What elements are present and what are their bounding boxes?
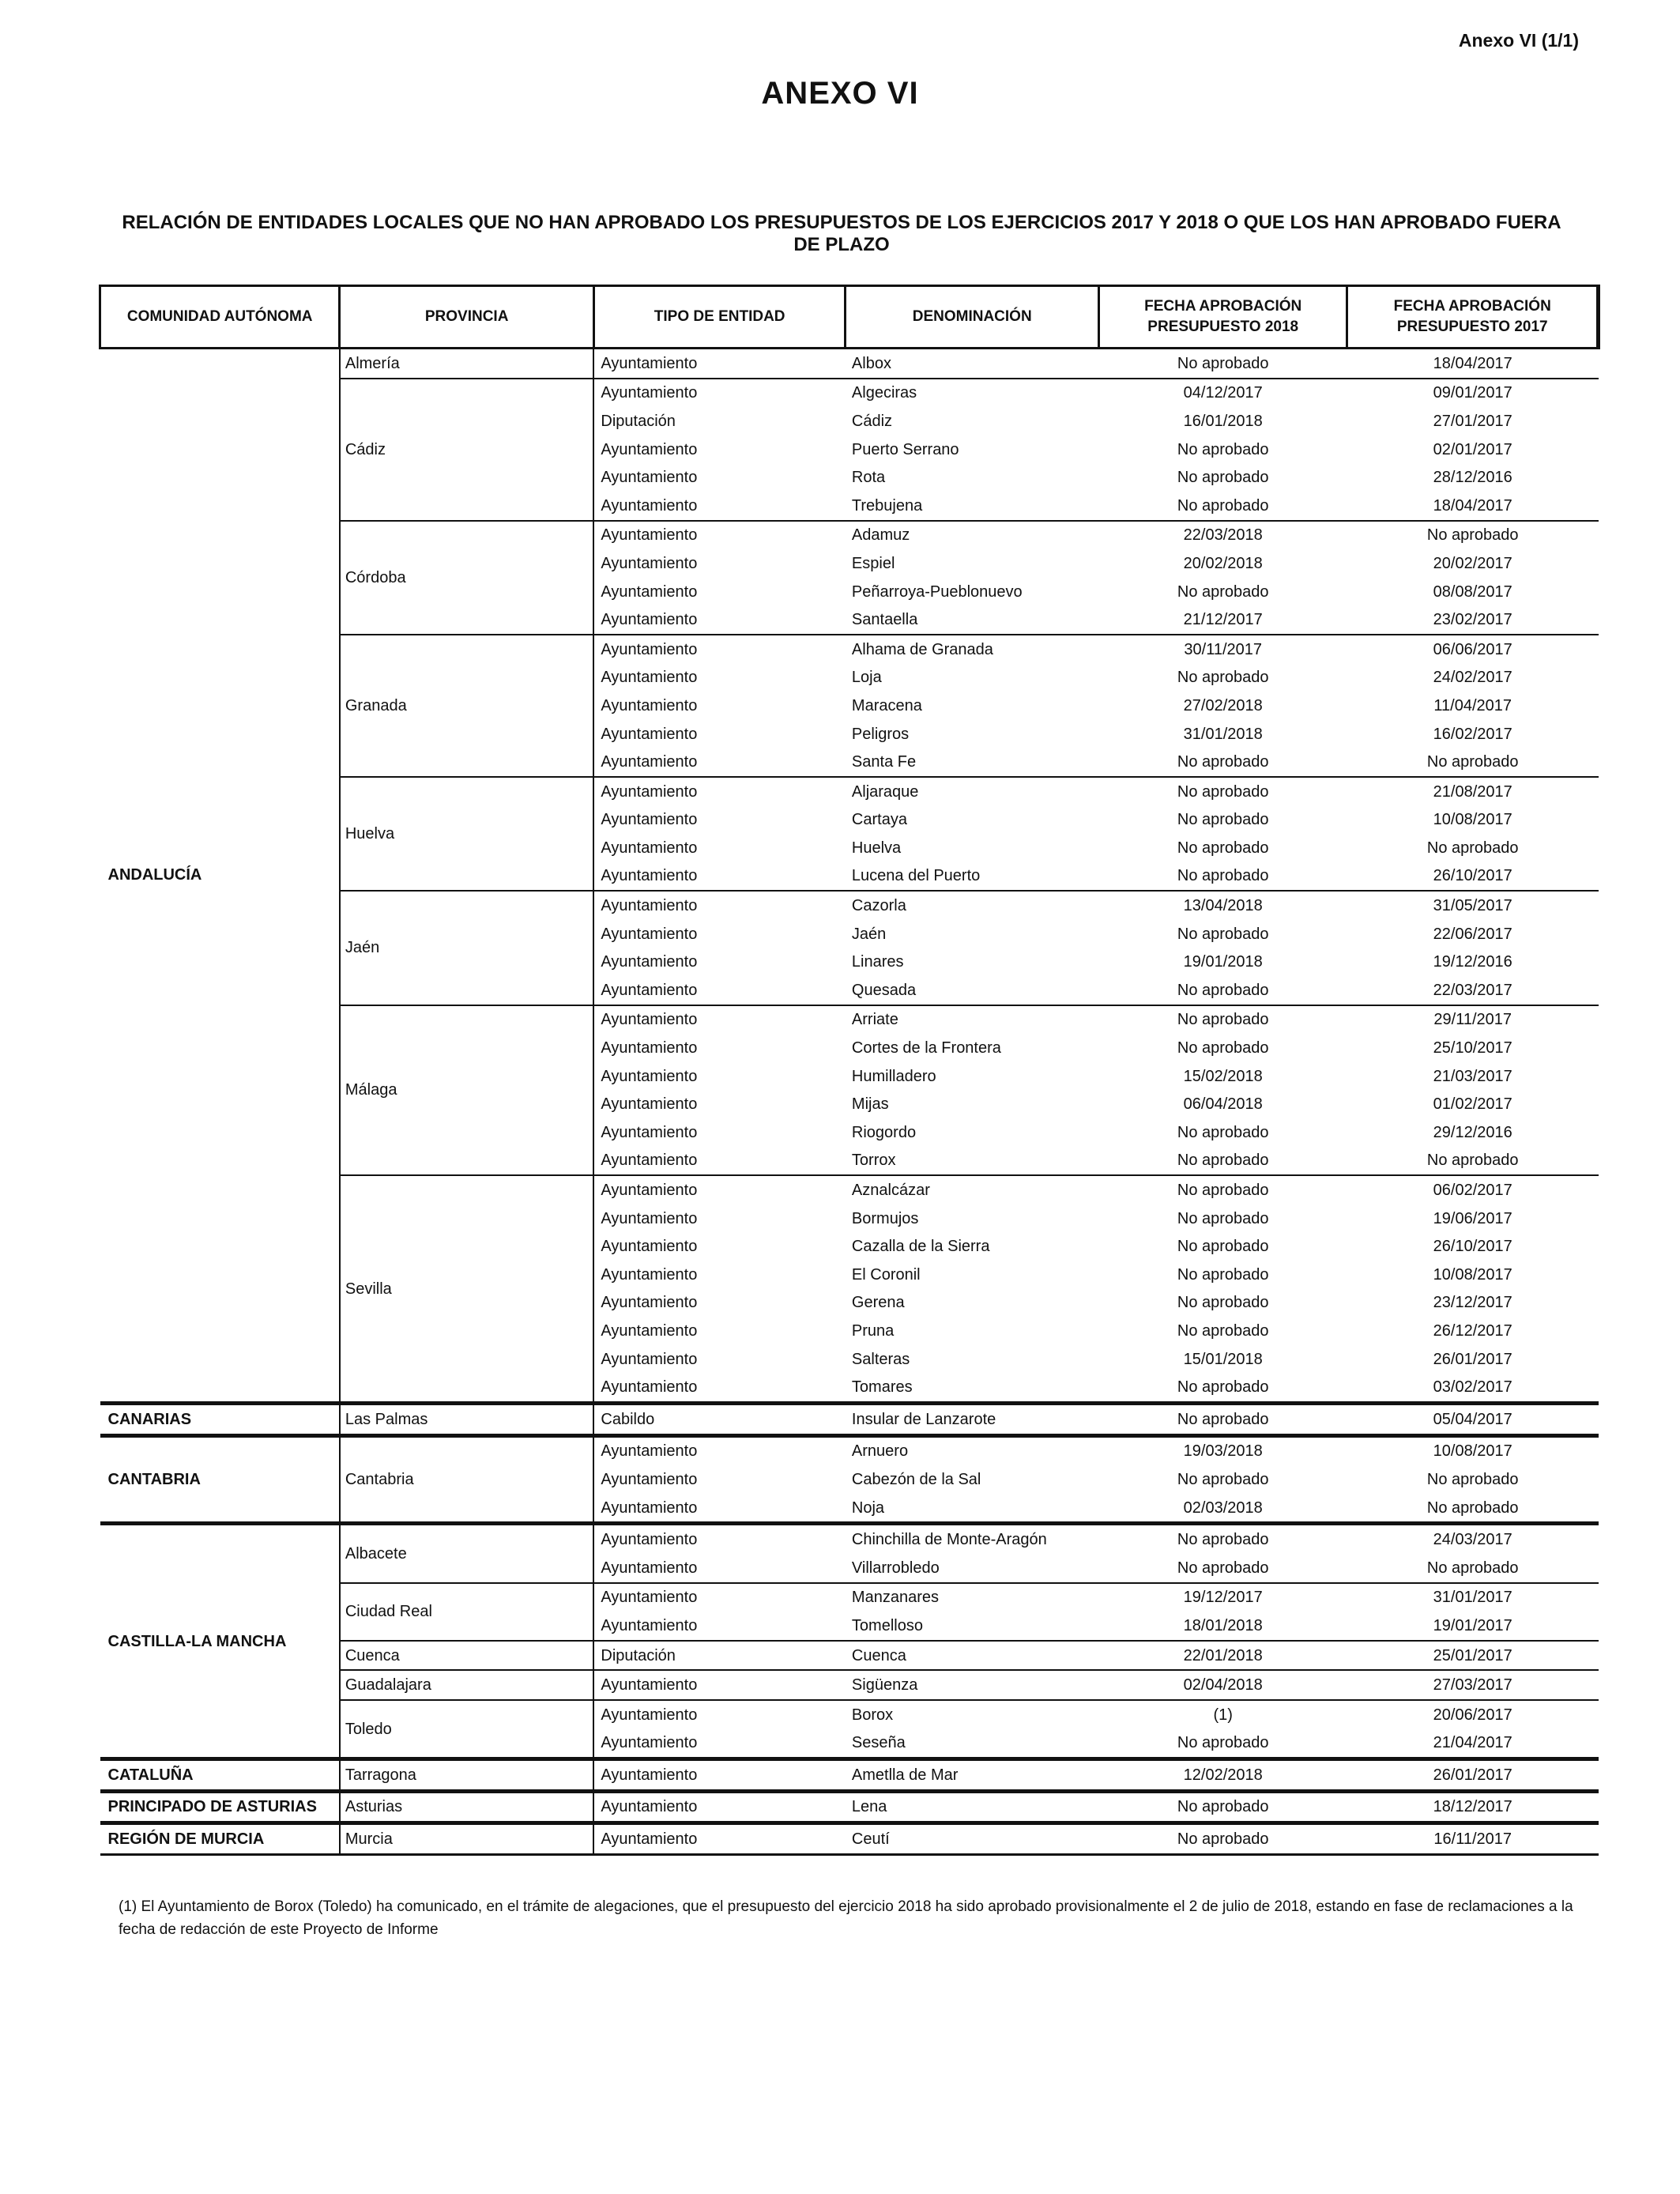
tipo-entidad-cell: Ayuntamiento [601,440,698,458]
tipo-entidad-cell: Ayuntamiento [601,753,698,771]
fecha-2017-cell: 16/02/2017 [1433,725,1512,743]
fecha-2018-cell: No aprobado [1177,669,1269,687]
tipo-entidad-cell: Ayuntamiento [593,521,846,550]
fecha-2018-cell: No aprobado [1177,1265,1269,1284]
denominacion-cell: Manzanares [846,1583,1099,1612]
denominacion-cell: Gerena [851,1294,905,1312]
tipo-entidad-cell: Ayuntamiento [593,891,846,920]
denominacion-cell: Insular de Lanzarote [846,1403,1099,1435]
denominacion-cell: Jaén [851,925,887,943]
tipo-entidad-cell: Ayuntamiento [593,1759,846,1792]
tipo-entidad-cell: Ayuntamiento [601,839,698,857]
fecha-2017-cell: 26/12/2017 [1433,1321,1512,1340]
denominacion-cell: Maracena [851,696,922,714]
comunidad-cell: CASTILLA-LA MANCHA [100,1524,340,1759]
fecha-2018-cell: No aprobado [1098,1403,1347,1435]
fecha-2018-cell: No aprobado [1098,777,1347,806]
tipo-entidad-cell: Ayuntamiento [601,1067,698,1085]
tipo-entidad-cell: Ayuntamiento [601,811,698,829]
denominacion-cell: Alhama de Granada [846,635,1099,664]
denominacion-cell: Aznalcázar [846,1175,1099,1204]
denominacion-cell: Huelva [851,839,902,857]
fecha-2017-cell: 21/08/2017 [1347,777,1599,806]
tipo-entidad-cell: Ayuntamiento [593,1670,846,1700]
denominacion-cell: Seseña [851,1734,906,1752]
tipo-entidad-cell: Ayuntamiento [601,469,698,487]
fecha-2018-cell: No aprobado [1177,1378,1269,1397]
denominacion-cell: Sigüenza [846,1670,1099,1700]
fecha-2018-cell: No aprobado [1098,1791,1347,1823]
provincia-cell: Cádiz [340,379,594,521]
comunidad-cell: CANARIAS [100,1403,340,1435]
tipo-entidad-cell: Ayuntamiento [601,1350,698,1368]
fecha-2018-cell: 22/03/2018 [1098,521,1347,550]
tipo-entidad-cell: Ayuntamiento [601,1123,698,1141]
fecha-2018-cell: No aprobado [1098,1005,1347,1035]
fecha-2017-cell: 18/04/2017 [1433,354,1512,372]
tipo-entidad-cell: Ayuntamiento [593,635,846,664]
fecha-2018-cell: 19/01/2018 [1183,953,1263,971]
fecha-2017-cell: 18/12/2017 [1347,1791,1599,1823]
fecha-2018-cell: 15/01/2018 [1183,1350,1263,1368]
denominacion-cell: Cazorla [846,891,1099,920]
tipo-entidad-cell: Ayuntamiento [601,1294,698,1312]
fecha-2017-cell: No aprobado [1426,1152,1519,1170]
table-row [100,1823,1599,1855]
fecha-2018-cell: No aprobado [1177,1321,1269,1340]
denominacion-cell: Chinchilla de Monte-Aragón [846,1524,1099,1554]
fecha-2017-cell: 19/12/2016 [1433,953,1512,971]
fecha-2018-cell: No aprobado [1177,867,1269,885]
fecha-2018-cell: No aprobado [1177,1470,1269,1488]
fecha-2017-cell: 06/06/2017 [1347,635,1599,664]
denominacion-cell: Bormujos [851,1209,919,1227]
tipo-entidad-cell: Ayuntamiento [601,496,698,515]
column-header-denominacion: DENOMINACIÓN [846,286,1099,349]
denominacion-cell: Loja [851,669,882,687]
tipo-entidad-cell: Ayuntamiento [601,1378,698,1397]
fecha-2017-cell: 01/02/2017 [1433,1095,1512,1114]
fecha-2018-cell: No aprobado [1177,839,1269,857]
tipo-entidad-cell: Cabildo [593,1403,846,1435]
fecha-2017-cell: 21/04/2017 [1433,1734,1512,1752]
provincia-cell: Asturias [340,1791,594,1823]
fecha-2018-cell: 18/01/2018 [1183,1616,1263,1634]
provincia-cell: Granada [340,635,594,777]
fecha-2018-cell: 12/02/2018 [1098,1759,1347,1792]
denominacion-cell: Riogordo [851,1123,917,1141]
fecha-2017-cell: 20/02/2017 [1433,554,1512,572]
tipo-entidad-cell: Ayuntamiento [601,669,698,687]
fecha-2018-cell: 15/02/2018 [1183,1067,1263,1085]
denominacion-cell: Lucena del Puerto [851,867,981,885]
denominacion-cell: Villarrobledo [851,1559,940,1577]
fecha-2018-cell: No aprobado [1177,496,1269,515]
comunidad-cell: REGIÓN DE MURCIA [100,1823,340,1855]
fecha-2017-cell: 19/01/2017 [1433,1616,1512,1634]
denominacion-cell: Tomares [851,1378,913,1397]
fecha-2017-cell: 27/03/2017 [1347,1670,1599,1700]
denominacion-cell: Borox [846,1700,1099,1729]
denominacion-cell: Tomelloso [851,1616,923,1634]
fecha-2017-cell: 28/12/2016 [1433,469,1512,487]
fecha-2018-cell: 19/03/2018 [1098,1435,1347,1465]
fecha-2017-cell: 18/04/2017 [1433,496,1512,515]
fecha-2017-cell: 06/02/2017 [1347,1175,1599,1204]
tipo-entidad-cell: Ayuntamiento [601,867,698,885]
tipo-entidad-cell: Diputación [593,1641,846,1671]
table-row [100,1435,1599,1465]
tipo-entidad-cell: Diputación [601,412,676,430]
comunidad-cell: ANDALUCÍA [100,349,340,1404]
fecha-2017-cell: No aprobado [1347,521,1599,550]
table-row [100,1524,1599,1554]
fecha-2018-cell: No aprobado [1177,981,1269,999]
provincia-cell: Tarragona [340,1759,594,1792]
fecha-2017-cell: No aprobado [1426,753,1519,771]
fecha-2017-cell: 03/02/2017 [1433,1378,1512,1397]
denominacion-cell: Salteras [851,1350,910,1368]
denominacion-cell: Santaella [851,611,918,629]
fecha-2017-cell: 20/06/2017 [1347,1700,1599,1729]
fecha-2018-cell: No aprobado [1177,582,1269,601]
tipo-entidad-cell: Ayuntamiento [593,1823,846,1855]
denominacion-cell: Aljaraque [846,777,1099,806]
fecha-2018-cell: 04/12/2017 [1098,379,1347,408]
fecha-2018-cell: No aprobado [1098,1175,1347,1204]
denominacion-cell: El Coronil [851,1265,921,1284]
table-row [100,1759,1599,1792]
fecha-2018-cell: No aprobado [1177,1238,1269,1256]
fecha-2018-cell: 30/11/2017 [1098,635,1347,664]
tipo-entidad-cell: Ayuntamiento [601,1498,698,1517]
fecha-2018-cell: No aprobado [1177,1734,1269,1752]
fecha-2017-cell: 10/08/2017 [1433,811,1512,829]
tipo-entidad-cell: Ayuntamiento [593,1791,846,1823]
denominacion-cell: Cartaya [851,811,907,829]
tipo-entidad-cell: Ayuntamiento [593,1524,846,1554]
tipo-entidad-cell: Ayuntamiento [601,1734,698,1752]
provincia-cell: Córdoba [340,521,594,635]
tipo-entidad-cell: Ayuntamiento [601,725,698,743]
tipo-entidad-cell: Ayuntamiento [601,1238,698,1256]
denominacion-cell: Cuenca [846,1641,1099,1671]
denominacion-cell: Santa Fe [851,753,917,771]
tipo-entidad-cell: Ayuntamiento [601,1559,698,1577]
provincia-cell: Huelva [340,777,594,891]
denominacion-cell: Mijas [851,1095,889,1114]
fecha-2017-cell: 31/01/2017 [1347,1583,1599,1612]
fecha-2017-cell: 23/02/2017 [1433,611,1512,629]
provincia-cell: Murcia [340,1823,594,1855]
fecha-2018-cell: No aprobado [1177,1209,1269,1227]
fecha-2017-cell: No aprobado [1426,1559,1519,1577]
fecha-2018-cell: 20/02/2018 [1183,554,1263,572]
fecha-2017-cell: 02/01/2017 [1433,440,1512,458]
tipo-entidad-cell: Ayuntamiento [601,696,698,714]
fecha-2018-cell: 13/04/2018 [1098,891,1347,920]
fecha-2017-cell: 26/10/2017 [1433,867,1512,885]
fecha-2018-cell: 06/04/2018 [1183,1095,1263,1114]
page-subtitle: RELACIÓN DE ENTIDADES LOCALES QUE NO HAN APROBADO LOS PRESUPUESTOS DE LOS EJERCICIOS 2017 Y 2018 O QUE LOS HAN APROBADO FUERA DE PLAZO [122,212,1561,255]
fecha-2018-cell: No aprobado [1098,1524,1347,1554]
denominacion-cell: Pruna [851,1321,895,1340]
denominacion-cell: Puerto Serrano [851,440,959,458]
provincia-cell: Toledo [340,1700,594,1759]
provincia-cell: Jaén [340,891,594,1005]
fecha-2017-cell: 05/04/2017 [1347,1403,1599,1435]
fecha-2017-cell: No aprobado [1426,839,1519,857]
denominacion-cell: Arnuero [846,1435,1099,1465]
fecha-2017-cell: 24/03/2017 [1347,1524,1599,1554]
denominacion-cell: Torrox [851,1152,896,1170]
tipo-entidad-cell: Ayuntamiento [601,953,698,971]
tipo-entidad-cell: Ayuntamiento [601,1039,698,1057]
fecha-2018-cell: No aprobado [1177,753,1269,771]
fecha-2017-cell: 24/02/2017 [1433,669,1512,687]
tipo-entidad-cell: Ayuntamiento [593,777,846,806]
provincia-cell: Cuenca [340,1641,594,1671]
denominacion-cell: Ametlla de Mar [846,1759,1099,1792]
provincia-cell: Albacete [340,1524,594,1583]
fecha-2017-cell: 26/01/2017 [1433,1350,1512,1368]
fecha-2017-cell: 27/01/2017 [1433,412,1512,430]
tipo-entidad-cell: Ayuntamiento [593,1175,846,1204]
fecha-2018-cell: No aprobado [1177,1123,1269,1141]
fecha-2017-cell: 16/11/2017 [1347,1823,1599,1855]
table-row [100,1403,1599,1435]
denominacion-cell: Algeciras [846,379,1099,408]
fecha-2017-cell: 31/05/2017 [1347,891,1599,920]
fecha-2018-cell: 31/01/2018 [1183,725,1263,743]
budget-table-container [99,285,1600,1856]
provincia-cell: Almería [340,349,594,379]
tipo-entidad-cell: Ayuntamiento [601,1209,698,1227]
fecha-2018-cell: 22/01/2018 [1098,1641,1347,1671]
fecha-2018-cell: 16/01/2018 [1183,412,1263,430]
fecha-2018-cell: No aprobado [1177,1559,1269,1577]
budget-table [99,285,1600,1856]
fecha-2018-cell: 27/02/2018 [1183,696,1263,714]
denominacion-cell: Peligros [851,725,910,743]
fecha-2018-cell: 02/04/2018 [1098,1670,1347,1700]
provincia-cell: Las Palmas [340,1403,594,1435]
tipo-entidad-cell: Ayuntamiento [601,611,698,629]
provincia-cell: Málaga [340,1005,594,1176]
fecha-2017-cell: 22/06/2017 [1433,925,1512,943]
tipo-entidad-cell: Ayuntamiento [601,1616,698,1634]
tipo-entidad-cell: Ayuntamiento [593,1583,846,1612]
fecha-2018-cell: No aprobado [1177,811,1269,829]
fecha-2017-cell: 19/06/2017 [1433,1209,1512,1227]
tipo-entidad-cell: Ayuntamiento [601,1095,698,1114]
fecha-2017-cell: 10/08/2017 [1347,1435,1599,1465]
fecha-2018-cell: No aprobado [1098,1823,1347,1855]
column-header-comunidad: COMUNIDAD AUTÓNOMA [100,286,340,349]
fecha-2018-cell: No aprobado [1177,440,1269,458]
fecha-2017-cell: 25/01/2017 [1347,1641,1599,1671]
denominacion-cell: Arriate [846,1005,1099,1035]
denominacion-cell: Cádiz [851,412,893,430]
tipo-entidad-cell: Ayuntamiento [593,379,846,408]
denominacion-cell: Cazalla de la Sierra [851,1238,990,1256]
fecha-2017-cell: 25/10/2017 [1433,1039,1512,1057]
denominacion-cell: Trebujena [851,496,923,515]
comunidad-cell: PRINCIPADO DE ASTURIAS [100,1791,340,1823]
page-title: ANEXO VI [761,76,919,111]
fecha-2018-cell: No aprobado [1177,1152,1269,1170]
fecha-2018-cell: No aprobado [1177,1294,1269,1312]
tipo-entidad-cell: Ayuntamiento [601,981,698,999]
comunidad-cell: CANTABRIA [100,1435,340,1524]
annex-tag: Anexo VI (1/1) [1458,30,1579,51]
fecha-2017-cell: 10/08/2017 [1433,1265,1512,1284]
fecha-2018-cell: No aprobado [1177,354,1269,372]
denominacion-cell: Lena [846,1791,1099,1823]
provincia-cell: Cantabria [340,1435,594,1524]
fecha-2017-cell: 09/01/2017 [1347,379,1599,408]
denominacion-cell: Espiel [851,554,895,572]
denominacion-cell: Linares [851,953,904,971]
denominacion-cell: Humilladero [851,1067,936,1085]
fecha-2018-cell: 21/12/2017 [1183,611,1263,629]
column-header-fecha-2017: FECHA APROBACIÓN PRESUPUESTO 2017 [1347,286,1599,349]
fecha-2017-cell: 29/12/2016 [1433,1123,1512,1141]
fecha-2018-cell: No aprobado [1177,925,1269,943]
fecha-2017-cell: No aprobado [1426,1498,1519,1517]
fecha-2018-cell: No aprobado [1177,1039,1269,1057]
provincia-cell: Guadalajara [340,1670,594,1700]
column-header-tipo: TIPO DE ENTIDAD [593,286,846,349]
column-header-provincia: PROVINCIA [340,286,594,349]
fecha-2017-cell: 23/12/2017 [1433,1294,1512,1312]
denominacion-cell: Quesada [851,981,917,999]
tipo-entidad-cell: Ayuntamiento [601,925,698,943]
tipo-entidad-cell: Ayuntamiento [593,1005,846,1035]
tipo-entidad-cell: Ayuntamiento [601,1470,698,1488]
tipo-entidad-cell: Ayuntamiento [601,354,698,372]
table-row [100,1791,1599,1823]
denominacion-cell: Rota [851,469,886,487]
tipo-entidad-cell: Ayuntamiento [601,1152,698,1170]
denominacion-cell: Noja [851,1498,885,1517]
denominacion-cell: Albox [851,354,891,372]
tipo-entidad-cell: Ayuntamiento [601,1265,698,1284]
tipo-entidad-cell: Ayuntamiento [601,582,698,601]
fecha-2017-cell: 29/11/2017 [1347,1005,1599,1035]
fecha-2017-cell: 26/01/2017 [1347,1759,1599,1792]
provincia-cell: Sevilla [340,1175,594,1403]
column-header-fecha-2018: FECHA APROBACIÓN PRESUPUESTO 2018 [1098,286,1347,349]
denominacion-cell: Cabezón de la Sal [851,1470,981,1488]
denominacion-cell: Cortes de la Frontera [851,1039,1001,1057]
tipo-entidad-cell: Ayuntamiento [601,1321,698,1340]
table-row [100,349,1599,379]
fecha-2017-cell: 26/10/2017 [1433,1238,1512,1256]
fecha-2017-cell: 08/08/2017 [1433,582,1512,601]
denominacion-cell: Peñarroya-Pueblonuevo [851,582,1023,601]
fecha-2018-cell: No aprobado [1177,469,1269,487]
comunidad-cell: CATALUÑA [100,1759,340,1792]
denominacion-cell: Adamuz [846,521,1099,550]
fecha-2017-cell: 21/03/2017 [1433,1067,1512,1085]
fecha-2017-cell: No aprobado [1426,1470,1519,1488]
fecha-2017-cell: 11/04/2017 [1433,696,1512,714]
tipo-entidad-cell: Ayuntamiento [593,1435,846,1465]
fecha-2017-cell: 22/03/2017 [1433,981,1512,999]
footnote: (1) El Ayuntamiento de Borox (Toledo) ha comunicado, en el trámite de alegaciones, que el presupuesto del ejercicio 2018 ha sido aprobado provisionalmente el 2 de julio de 2018, estando en fase de reclamaciones a la fecha de redacción de este Proyecto de Informe [119,1898,1573,1938]
tipo-entidad-cell: Ayuntamiento [601,554,698,572]
fecha-2018-cell: (1) [1098,1700,1347,1729]
provincia-cell: Ciudad Real [340,1583,594,1641]
table-body [100,349,1599,1855]
table-header-row [100,286,1599,349]
tipo-entidad-cell: Ayuntamiento [593,1700,846,1729]
denominacion-cell: Ceutí [846,1823,1099,1855]
fecha-2018-cell: 02/03/2018 [1183,1498,1263,1517]
fecha-2018-cell: 19/12/2017 [1098,1583,1347,1612]
